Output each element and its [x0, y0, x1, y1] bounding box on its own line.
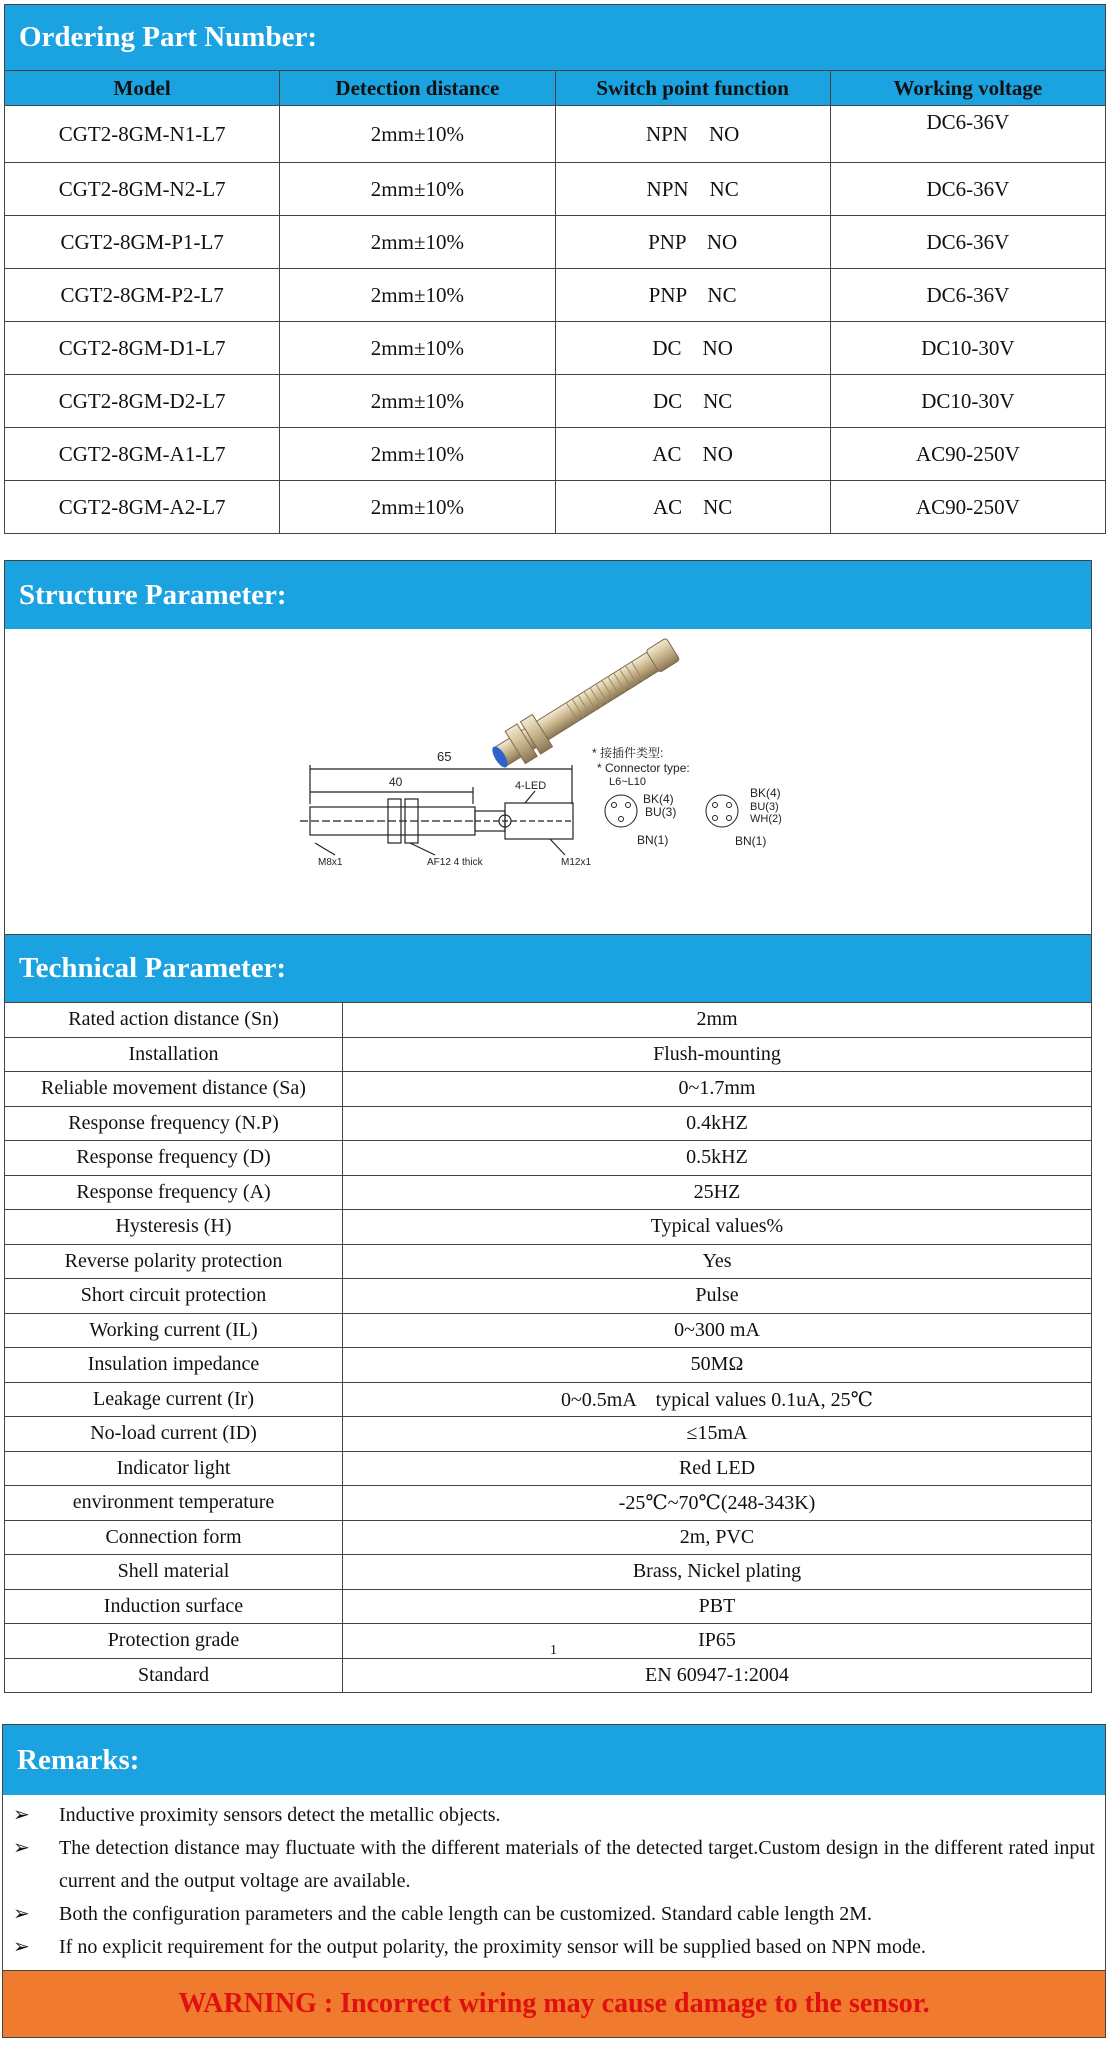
list-item — [13, 1898, 1095, 1931]
model-cell: CGT2-8GM-P1-L7 — [5, 216, 280, 269]
parameter-value: 2mm — [343, 1003, 1092, 1038]
parameter-value: EN 60947-1:2004 — [343, 1658, 1092, 1693]
table-row — [5, 481, 1106, 534]
remark-text: Both the configuration parameters and the cable length can be customized. Standard cable length 2M. — [59, 1903, 873, 1925]
distance-cell: 2mm±10% — [280, 428, 555, 481]
table-row — [5, 1279, 1092, 1314]
parameter-name: Reliable movement distance (Sa) — [5, 1072, 343, 1107]
parameter-value: 50MΩ — [343, 1348, 1092, 1383]
remark-text: Inductive proximity sensors detect the metallic objects. — [59, 1804, 501, 1826]
model-cell: CGT2-8GM-A2-L7 — [5, 481, 280, 534]
parameter-value: Red LED — [343, 1451, 1092, 1486]
parameter-value: -25℃~70℃(248-343K) — [343, 1486, 1092, 1521]
function-cell: AC NC — [555, 481, 830, 534]
model-cell: CGT2-8GM-P2-L7 — [5, 269, 280, 322]
table-row — [5, 1003, 1092, 1038]
arrow-bullet-icon: ➢ — [13, 1804, 30, 1826]
parameter-value: 25HZ — [343, 1175, 1092, 1210]
pin-bn-label: BN(1) — [637, 833, 669, 847]
parameter-name: Response frequency (A) — [5, 1175, 343, 1210]
table-row — [5, 1313, 1092, 1348]
asterisk-mark: * — [592, 746, 601, 760]
parameter-value: 2m, PVC — [343, 1520, 1092, 1555]
function-cell: NPN NC — [555, 163, 830, 216]
table-row — [5, 1520, 1092, 1555]
parameter-value: Pulse — [343, 1279, 1092, 1314]
voltage-cell: DC6-36V — [830, 163, 1105, 216]
function-cell: PNP NO — [555, 216, 830, 269]
parameter-name: Indicator light — [5, 1451, 343, 1486]
sensor-drawing — [5, 629, 1091, 935]
technical-title: Technical Parameter: — [4, 934, 1092, 1002]
parameter-name: Short circuit protection — [5, 1279, 343, 1314]
parameter-name: Rated action distance (Sn) — [5, 1003, 343, 1038]
connector-en-label: * Connector type: — [597, 761, 690, 775]
voltage-cell: DC10-30V — [830, 375, 1105, 428]
header-working-voltage: Working voltage — [830, 71, 1105, 106]
table-row — [5, 1589, 1092, 1624]
dim-65: 65 — [437, 749, 452, 764]
table-row — [5, 1486, 1092, 1521]
model-cell: CGT2-8GM-A1-L7 — [5, 428, 280, 481]
table-row — [5, 1624, 1092, 1659]
parameter-name: No-load current (ID) — [5, 1417, 343, 1452]
parameter-value: Flush-mounting — [343, 1037, 1092, 1072]
arrow-bullet-icon: ➢ — [13, 1837, 30, 1859]
table-row — [5, 1348, 1092, 1383]
ordering-title: Ordering Part Number: — [4, 4, 1106, 70]
parameter-name: Insulation impedance — [5, 1348, 343, 1383]
voltage-cell: DC6-36V — [830, 216, 1105, 269]
parameter-name: Response frequency (N.P) — [5, 1106, 343, 1141]
remarks-list — [3, 1795, 1105, 1970]
dim-40: 40 — [389, 775, 403, 789]
function-cell: DC NC — [555, 375, 830, 428]
table-row — [5, 216, 1106, 269]
table-row — [5, 163, 1106, 216]
list-item — [13, 1931, 1095, 1964]
model-cell: CGT2-8GM-N2-L7 — [5, 163, 280, 216]
parameter-name: Protection grade — [5, 1624, 343, 1659]
parameter-name: Reverse polarity protection — [5, 1244, 343, 1279]
table-row — [5, 375, 1106, 428]
parameter-name: Connection form — [5, 1520, 343, 1555]
connector-4pin-icon — [706, 795, 738, 827]
connector-cn-label — [592, 745, 663, 760]
af-label: AF12 4 thick — [427, 857, 483, 868]
function-cell: NPN NO — [555, 106, 830, 163]
parameter-value: ≤15mA — [343, 1417, 1092, 1452]
table-row — [5, 1417, 1092, 1452]
table-row — [5, 1382, 1092, 1417]
pin-bk-label: BK(4) — [643, 792, 674, 806]
voltage-cell: DC10-30V — [830, 322, 1105, 375]
arrow-bullet-icon: ➢ — [13, 1936, 30, 1958]
connector-3pin-icon — [605, 795, 637, 827]
parameter-value: 0~0.5mA typical values 0.1uA, 25℃ — [343, 1382, 1092, 1417]
header-model: Model — [5, 71, 280, 106]
structure-section — [4, 560, 1092, 936]
remarks-title: Remarks: — [3, 1725, 1105, 1795]
table-row — [5, 1072, 1092, 1107]
model-cell: CGT2-8GM-D1-L7 — [5, 322, 280, 375]
dimension-drawing — [5, 629, 1091, 935]
table-row — [5, 1555, 1092, 1590]
structure-title: Structure Parameter: — [5, 561, 1091, 629]
voltage-cell: AC90-250V — [830, 481, 1105, 534]
function-cell: PNP NC — [555, 269, 830, 322]
parameter-value: Yes — [343, 1244, 1092, 1279]
parameter-name: Shell material — [5, 1555, 343, 1590]
connector-en-text: Connector type: — [605, 761, 690, 775]
dimension-lines — [300, 765, 573, 855]
technical-table — [4, 1002, 1092, 1693]
distance-cell: 2mm±10% — [280, 163, 555, 216]
parameter-name: Installation — [5, 1037, 343, 1072]
distance-cell: 2mm±10% — [280, 269, 555, 322]
voltage-cell: AC90-250V — [830, 428, 1105, 481]
parameter-name: Response frequency (D) — [5, 1141, 343, 1176]
parameter-value: Brass, Nickel plating — [343, 1555, 1092, 1590]
table-row — [5, 1451, 1092, 1486]
ordering-section — [4, 4, 1106, 534]
function-cell: DC NO — [555, 322, 830, 375]
distance-cell: 2mm±10% — [280, 322, 555, 375]
parameter-name: Working current (IL) — [5, 1313, 343, 1348]
led-label: 4-LED — [515, 780, 547, 792]
thread-m8-label: M8x1 — [318, 857, 343, 868]
table-row — [5, 428, 1106, 481]
parameter-name: Standard — [5, 1658, 343, 1693]
technical-section — [4, 934, 1092, 1693]
function-cell: AC NO — [555, 428, 830, 481]
pin-bn-label-2: BN(1) — [735, 834, 767, 848]
table-row — [5, 1244, 1092, 1279]
table-row — [5, 1658, 1092, 1693]
warning-banner: WARNING : Incorrect wiring may cause damage to the sensor. — [3, 1970, 1105, 2037]
table-row — [5, 322, 1106, 375]
parameter-value: 0~300 mA — [343, 1313, 1092, 1348]
pin-bu-label: BU(3) — [645, 805, 677, 819]
list-item — [13, 1799, 1095, 1832]
parameter-name: Hysteresis (H) — [5, 1210, 343, 1245]
parameter-name: Induction surface — [5, 1589, 343, 1624]
table-row — [5, 1141, 1092, 1176]
pin-bk-label-2: BK(4) — [750, 786, 781, 800]
distance-cell: 2mm±10% — [280, 375, 555, 428]
distance-cell: 2mm±10% — [280, 481, 555, 534]
thread-m12-label: M12x1 — [561, 857, 592, 868]
arrow-bullet-icon: ➢ — [13, 1903, 30, 1925]
table-row — [5, 1210, 1092, 1245]
pin-wh-label: WH(2) — [750, 813, 782, 825]
parameter-value: Typical values% — [343, 1210, 1092, 1245]
parameter-value: IP65 — [343, 1624, 1092, 1659]
parameter-name: environment temperature — [5, 1486, 343, 1521]
remark-text: If no explicit requirement for the output polarity, the proximity sensor will be supplied based on NPN mode. — [59, 1936, 926, 1958]
parameter-value: 0~1.7mm — [343, 1072, 1092, 1107]
list-item — [13, 1832, 1095, 1898]
voltage-cell: DC6-36V — [830, 269, 1105, 322]
remarks-section — [2, 1724, 1106, 2038]
parameter-name: Leakage current (Ir) — [5, 1382, 343, 1417]
distance-cell: 2mm±10% — [280, 106, 555, 163]
voltage-cell: DC6-36V — [830, 106, 1105, 163]
header-detection-distance: Detection distance — [280, 71, 555, 106]
table-row — [5, 1037, 1092, 1072]
model-cell: CGT2-8GM-N1-L7 — [5, 106, 280, 163]
parameter-value: PBT — [343, 1589, 1092, 1624]
connector-code-label: L6~L10 — [609, 776, 647, 788]
table-row — [5, 269, 1106, 322]
table-row — [5, 1175, 1092, 1210]
parameter-value: 0.5kHZ — [343, 1141, 1092, 1176]
pin-bu-label-2: BU(3) — [750, 801, 779, 813]
connector-cn-text: 接插件类型: — [600, 746, 664, 760]
table-row — [5, 106, 1106, 163]
model-cell: CGT2-8GM-D2-L7 — [5, 375, 280, 428]
ordering-table — [4, 70, 1106, 534]
header-switch-point-function: Switch point function — [555, 71, 830, 106]
remark-text: The detection distance may fluctuate with the different materials of the detected target.Custom design in the different rated input current and the output voltage are available. — [59, 1837, 1095, 1892]
parameter-value: 0.4kHZ — [343, 1106, 1092, 1141]
table-row — [5, 1106, 1092, 1141]
page-number: 1 — [550, 1643, 557, 1658]
distance-cell: 2mm±10% — [280, 216, 555, 269]
